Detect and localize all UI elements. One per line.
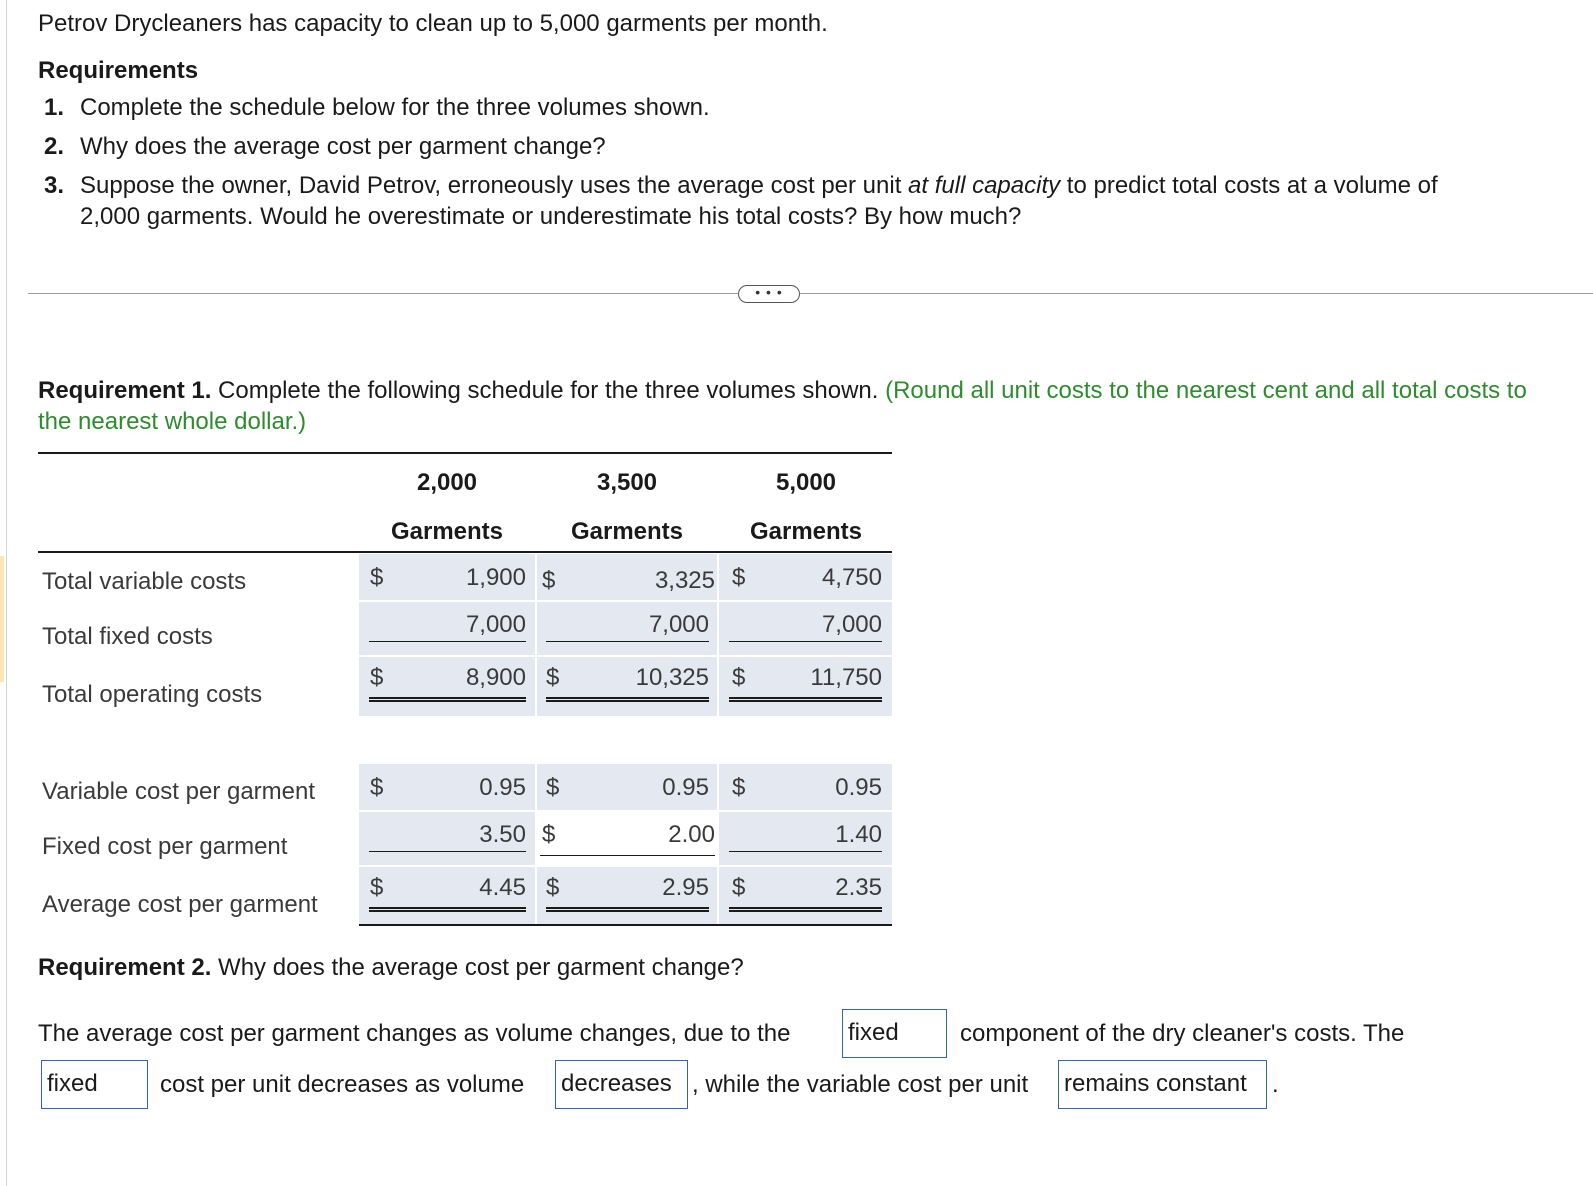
currency-symbol: $ bbox=[370, 564, 384, 591]
value-cell[interactable]: 4,750 bbox=[821, 564, 882, 591]
value-cell[interactable]: 2.95 bbox=[662, 874, 709, 901]
value-cell[interactable]: 1.40 bbox=[835, 821, 882, 848]
row-label-total-variable-costs: Total variable costs bbox=[42, 568, 247, 595]
requirement-1-prompt bbox=[38, 375, 1538, 437]
currency-symbol: $ bbox=[732, 874, 746, 901]
total-double-underline bbox=[729, 907, 882, 912]
currency-symbol: $ bbox=[732, 664, 746, 691]
value-cell[interactable]: 7,000 bbox=[821, 611, 882, 638]
col-3500-volume: 3,500 bbox=[596, 469, 658, 496]
requirement-text: Why does the average cost per garment change? bbox=[80, 133, 606, 160]
row-label-fixed-cost-per-garment: Fixed cost per garment bbox=[42, 833, 288, 860]
requirement-1-text: Complete the following schedule for the three volumes shown. bbox=[211, 377, 886, 404]
col-separator bbox=[535, 554, 537, 716]
left-highlight-marker bbox=[0, 556, 4, 682]
currency-symbol: $ bbox=[542, 567, 556, 594]
col-5000-volume: 5,000 bbox=[775, 469, 837, 496]
requirement-item-3 bbox=[44, 171, 1438, 201]
subtotal-underline bbox=[369, 851, 526, 852]
currency-symbol: $ bbox=[370, 874, 384, 901]
row-separator bbox=[359, 655, 892, 657]
value-cell[interactable]: 8,900 bbox=[465, 664, 526, 691]
total-double-underline bbox=[369, 697, 526, 702]
answer-text: cost per unit decreases as volume bbox=[160, 1071, 525, 1098]
divider-left bbox=[28, 293, 738, 294]
total-double-underline bbox=[729, 697, 882, 702]
row-label-total-fixed-costs: Total fixed costs bbox=[42, 623, 213, 650]
col-separator bbox=[717, 554, 719, 716]
row-separator bbox=[359, 600, 892, 602]
currency-symbol: $ bbox=[732, 774, 746, 801]
answer-dropdown-volume-direction[interactable]: decreases bbox=[555, 1060, 688, 1109]
value-cell[interactable]: 11,750 bbox=[810, 664, 882, 691]
currency-symbol: $ bbox=[732, 564, 746, 591]
requirement-1-label: Requirement 1. bbox=[38, 377, 212, 404]
requirement-item-3-continued: 2,000 garments. Would he overestimate or underestimate his total costs? By how much? bbox=[80, 203, 1022, 230]
value-cell[interactable]: 2.00 bbox=[668, 821, 715, 848]
requirement-item-1 bbox=[44, 93, 710, 123]
currency-symbol: $ bbox=[370, 664, 384, 691]
currency-symbol: $ bbox=[370, 774, 384, 801]
requirement-text: to predict total costs at a volume of bbox=[1060, 172, 1438, 199]
more-options-button[interactable]: • • • bbox=[738, 285, 800, 303]
total-double-underline bbox=[546, 697, 709, 702]
requirement-2-prompt bbox=[38, 953, 744, 983]
requirement-2-label: Requirement 2. bbox=[38, 954, 212, 981]
col-2000-volume: 2,000 bbox=[416, 469, 478, 496]
value-cell[interactable]: 0.95 bbox=[835, 774, 882, 801]
currency-symbol: $ bbox=[546, 664, 560, 691]
requirement-number: 3. bbox=[44, 172, 65, 199]
col-2000-unit: Garments bbox=[390, 518, 504, 545]
value-cell[interactable]: 2.35 bbox=[835, 874, 882, 901]
requirement-text: Complete the schedule below for the three volumes shown. bbox=[80, 94, 710, 121]
intro-text: Petrov Drycleaners has capacity to clean up to 5,000 garments per month. bbox=[38, 10, 828, 37]
value-cell[interactable]: 3,325 bbox=[654, 567, 715, 594]
divider-right bbox=[800, 293, 1593, 294]
value-cell[interactable]: 1,900 bbox=[465, 564, 526, 591]
answer-text: , while the variable cost per unit bbox=[692, 1071, 1029, 1098]
value-cell[interactable]: 0.95 bbox=[479, 774, 526, 801]
col-3500-unit: Garments bbox=[570, 518, 684, 545]
requirement-emphasis: at full capacity bbox=[908, 172, 1061, 199]
row-label-total-operating-costs: Total operating costs bbox=[42, 681, 263, 708]
currency-symbol: $ bbox=[542, 821, 556, 848]
value-cell[interactable]: 10,325 bbox=[635, 664, 709, 691]
answer-dropdown-cost-type[interactable]: fixed bbox=[41, 1060, 148, 1109]
value-cell[interactable]: 4.45 bbox=[479, 874, 526, 901]
col-separator bbox=[717, 764, 719, 926]
total-double-underline bbox=[546, 907, 709, 912]
answer-dropdown-cost-component[interactable]: fixed bbox=[842, 1009, 947, 1058]
answer-text: The average cost per garment changes as volume changes, due to the bbox=[38, 1020, 791, 1047]
table-bottom-rule bbox=[359, 924, 892, 926]
answer-dropdown-variable-behavior[interactable]: remains constant bbox=[1058, 1060, 1267, 1109]
subtotal-underline bbox=[540, 855, 715, 856]
requirement-number: 1. bbox=[44, 94, 65, 121]
row-label-average-cost-per-garment: Average cost per garment bbox=[42, 891, 318, 918]
row-label-variable-cost-per-garment: Variable cost per garment bbox=[42, 778, 316, 805]
header-bottom-rule bbox=[38, 551, 892, 553]
requirement-number: 2. bbox=[44, 133, 65, 160]
row-separator bbox=[359, 865, 892, 867]
currency-symbol: $ bbox=[546, 774, 560, 801]
value-cell[interactable]: 3.50 bbox=[479, 821, 526, 848]
requirement-2-question: Why does the average cost per garment change? bbox=[211, 954, 744, 981]
subtotal-underline bbox=[369, 641, 526, 642]
value-cell[interactable]: 0.95 bbox=[662, 774, 709, 801]
subtotal-underline bbox=[729, 641, 882, 642]
answer-text: component of the dry cleaner's costs. The bbox=[960, 1020, 1405, 1047]
rounding-instruction: (Round all unit costs to the nearest cent and all total costs to the nearest whole dollar.) bbox=[38, 377, 1527, 435]
subtotal-underline bbox=[546, 641, 709, 642]
col-5000-unit: Garments bbox=[749, 518, 863, 545]
value-cell[interactable]: 7,000 bbox=[465, 611, 526, 638]
requirement-text: Suppose the owner, David Petrov, erroneously uses the average cost per unit bbox=[80, 172, 909, 199]
value-cell[interactable]: 7,000 bbox=[648, 611, 709, 638]
requirement-item-2 bbox=[44, 132, 606, 162]
total-double-underline bbox=[369, 907, 526, 912]
answer-text: . bbox=[1272, 1071, 1279, 1098]
requirements-heading: Requirements bbox=[38, 57, 199, 84]
subtotal-underline bbox=[729, 851, 882, 852]
left-border bbox=[6, 0, 7, 1186]
table-top-rule bbox=[38, 452, 892, 454]
currency-symbol: $ bbox=[546, 874, 560, 901]
